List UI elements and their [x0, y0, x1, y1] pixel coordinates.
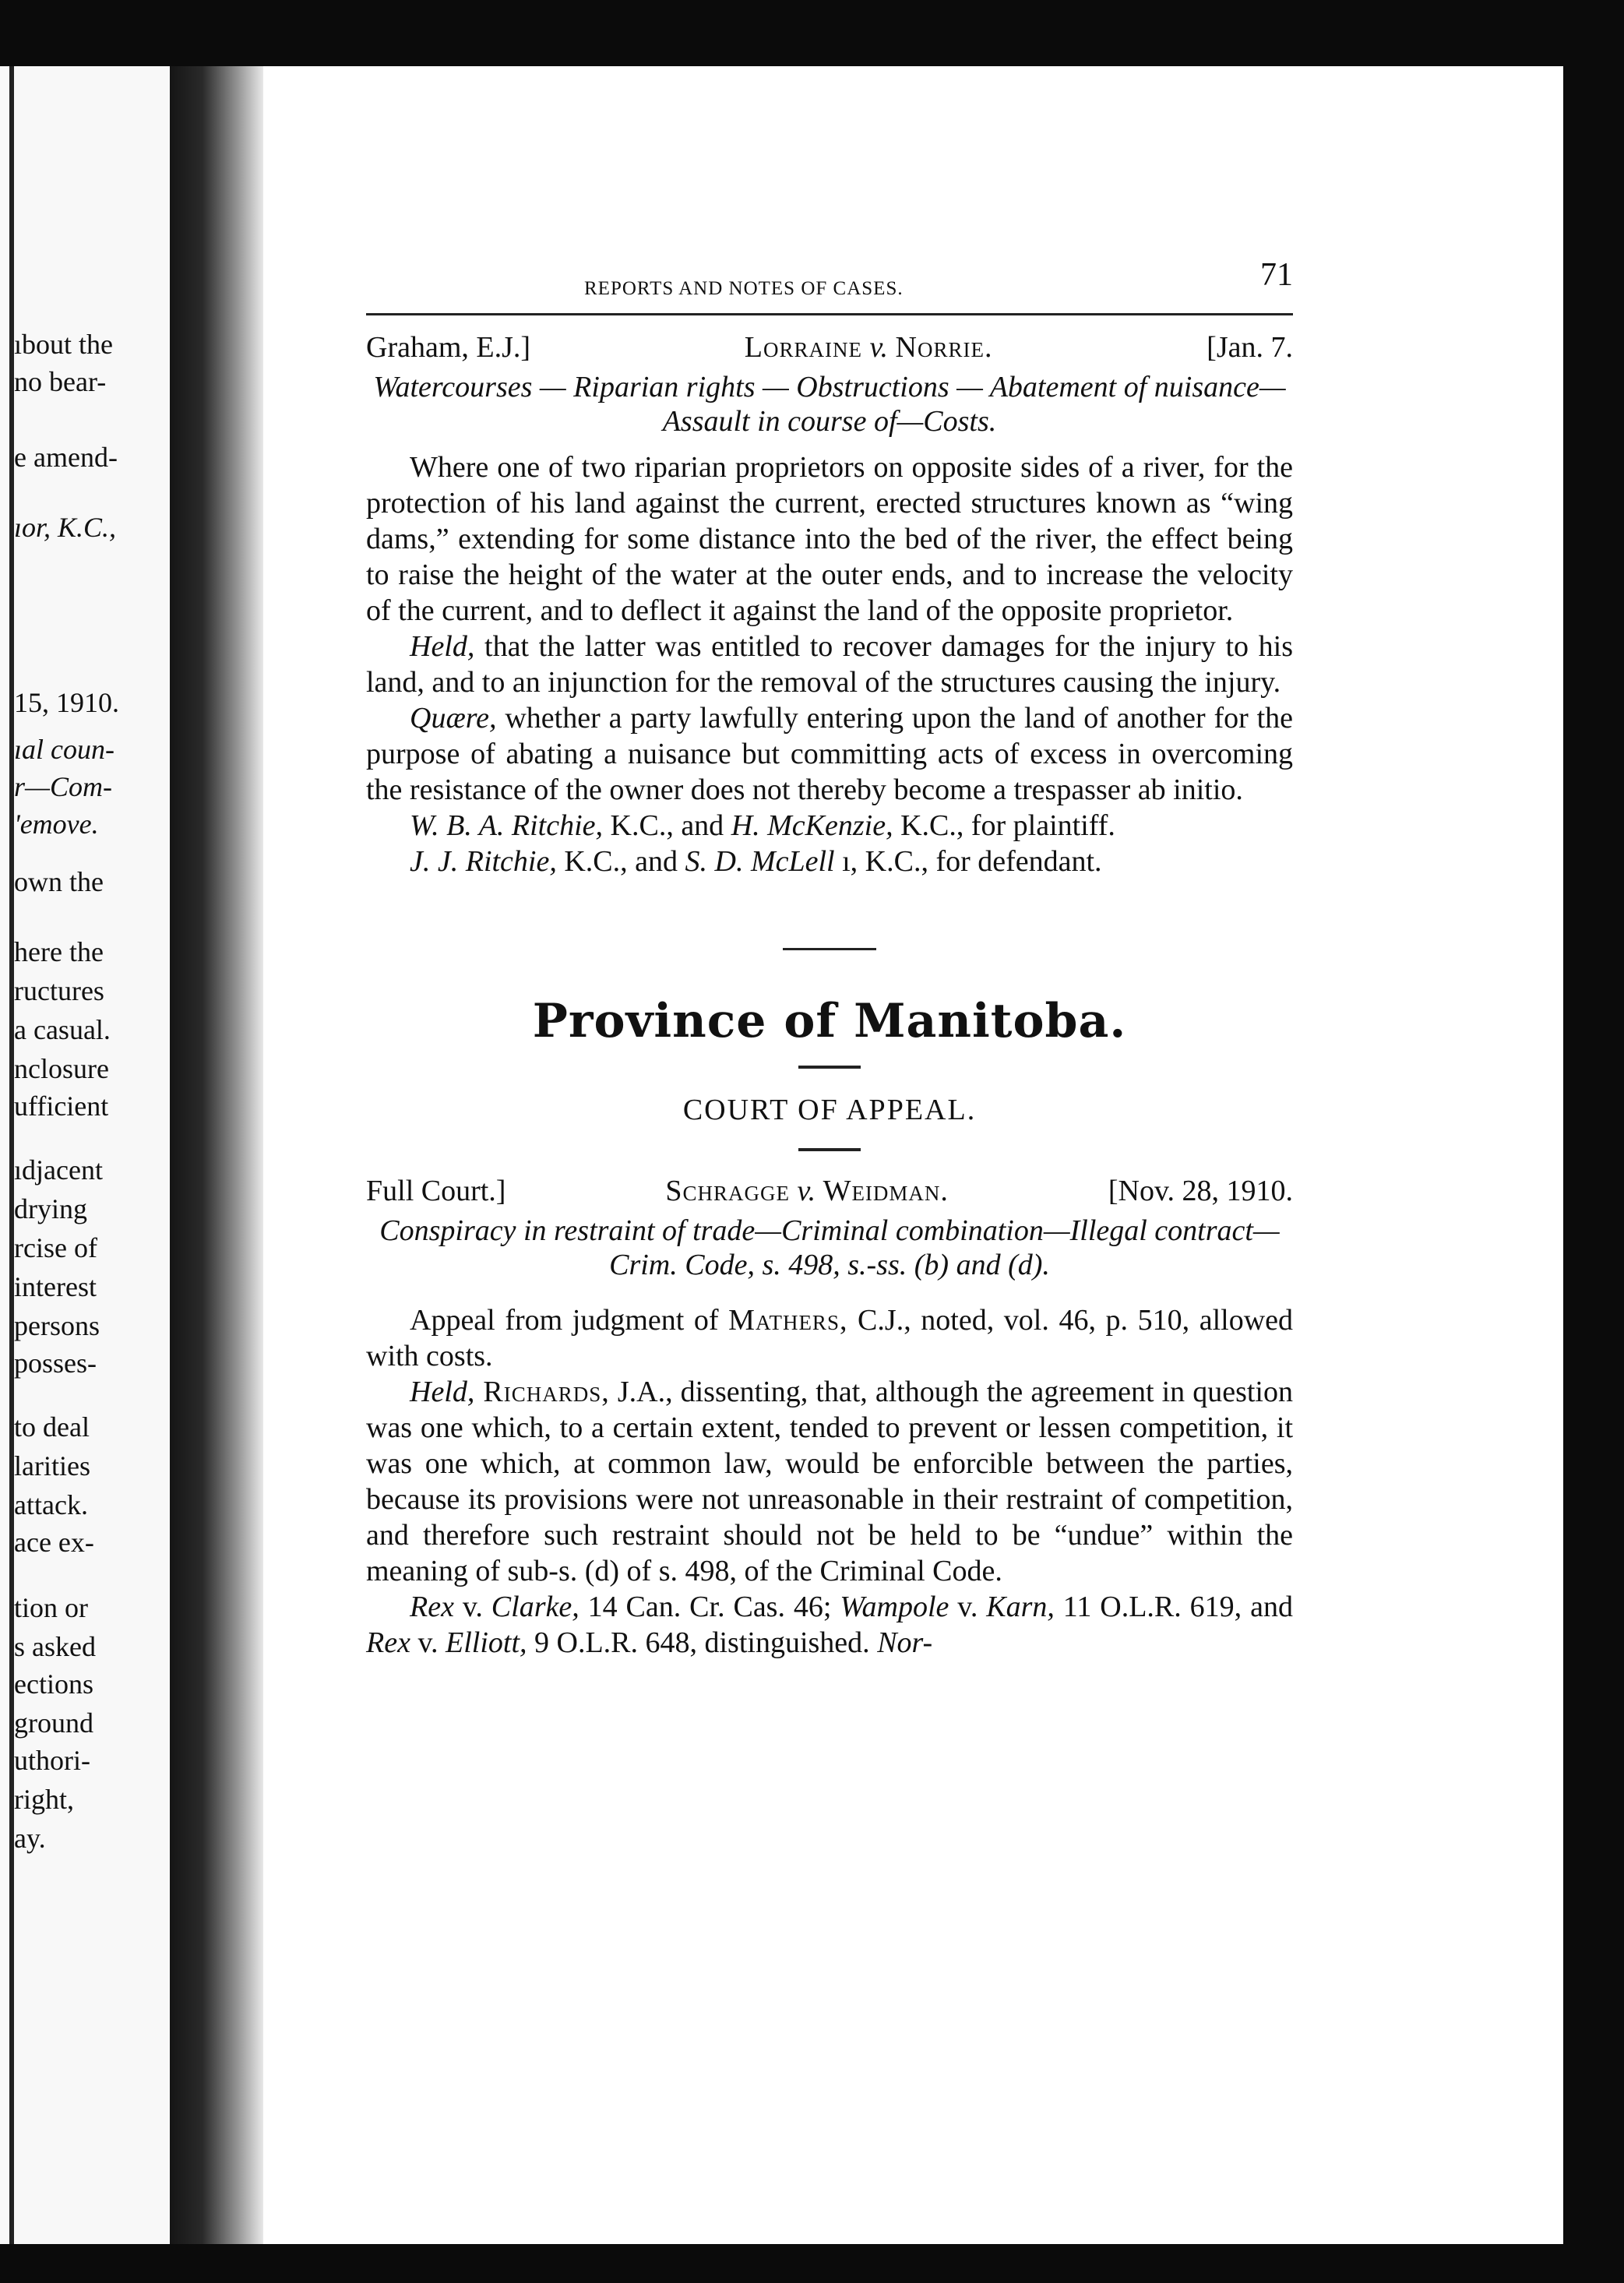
quaere-label: Quære, [410, 702, 497, 735]
case-headnote: Conspiracy in restraint of trade—Criminal combination—Illegal contract—Crim. Code, s. 498, s.-ss. (b) and (d). [379, 1214, 1280, 1281]
appeal-text: Appeal from judgment of [410, 1304, 729, 1337]
facing-page-fragment: e amend- [14, 442, 118, 473]
counsel-name: J. J. Ritchie, [410, 845, 557, 878]
case-party-b: Norrie. [895, 331, 993, 364]
facing-page-fragment: a casual. [14, 1014, 111, 1045]
page-number: 71 [1260, 257, 1293, 293]
facing-page-fragment: ıal coun- [14, 734, 114, 765]
counsel-name: H. McKenzie, [731, 809, 893, 842]
appeal-judge: Mathers, [728, 1304, 848, 1337]
counsel-plaintiff [366, 808, 1293, 844]
held-label: Held, [410, 630, 475, 663]
facing-page-fragment: ıbout the [14, 329, 113, 360]
held-text: that the latter was entitled to recover damages for the injury to his land, and to an injunction for the removal of the structures causing the injury. [366, 630, 1293, 699]
counsel-text: K.C., and [556, 845, 685, 878]
case-party-a: Lorraine [744, 331, 862, 364]
citation-party: Wampole [840, 1591, 949, 1623]
citation-text: v. [410, 1626, 446, 1659]
case-party-b: Weidman. [823, 1175, 949, 1207]
scan-bottom-border [0, 2244, 1624, 2283]
case-judge: Graham, E.J.] [366, 331, 531, 364]
counsel-defendant [366, 844, 1293, 879]
facing-page-fragment: ıor, K.C., [14, 512, 117, 543]
citation-text: 11 O.L.R. 619, and [1054, 1591, 1293, 1623]
binding-gutter [170, 47, 263, 2283]
counsel-name: S. D. McLell [685, 845, 835, 878]
case-heading [366, 1173, 1293, 1209]
case-name [665, 1173, 949, 1209]
citation-text: v. [453, 1591, 491, 1623]
citation-party: Elliott, [446, 1626, 527, 1659]
facing-page-fragment: attack. [14, 1489, 88, 1520]
court-title: COURT OF APPEAL. [682, 1094, 977, 1126]
province-title: Province of Manitoba. [532, 994, 1127, 1048]
held-label: Held, [410, 1376, 475, 1408]
citation-text: 14 Can. Cr. Cas. 46; [579, 1591, 840, 1623]
quaere-text: whether a party lawfully entering upon the land of another for the purpose of abating a nuisance but committing acts of excess in overcoming the resistance of the owner does not thereby become a trespasser ab initio. [366, 702, 1293, 806]
citation-party: Rex [366, 1626, 410, 1659]
facing-page-fragment: r—Com- [14, 771, 113, 802]
running-head [366, 257, 1293, 312]
case-party-a: Schragge [665, 1175, 791, 1207]
facing-page-fragment: tion or [14, 1592, 88, 1623]
facing-page-fragment: here the [14, 936, 104, 967]
counsel-name: W. B. A. Ritchie, [410, 809, 604, 842]
held-text: J.A., dissenting, that, although the agreement in question was one which, to a certain extent, tended to prevent or lessen competition, it was one which, at common law, would be enforcible between the parties, because its provisions were not unreasonable in their restraint of competition, and therefore such restraint should not be held to be “undue” within the meaning of sub-s. (d) of s. 498, of the Criminal Code. [366, 1376, 1293, 1587]
facing-page-fragment: posses- [14, 1348, 97, 1379]
case-date: [Nov. 28, 1910. [1108, 1175, 1293, 1207]
facing-page-fragment: ay. [14, 1823, 46, 1854]
citation-party: Clarke, [491, 1591, 579, 1623]
facing-page-fragment: 15, 1910. [14, 687, 119, 718]
held-judge: Richards, [474, 1376, 610, 1408]
case-appeal [366, 1302, 1293, 1374]
facing-page-fragment: s asked [14, 1631, 96, 1662]
counsel-text: ı, K.C., for defendant. [834, 845, 1102, 878]
facing-page-fragment: own the [14, 866, 104, 897]
facing-page-fragment: rcise of [14, 1232, 97, 1263]
document-page [366, 257, 1293, 1661]
appeal-text: C.J., noted, vol. 46, p. 510, allowed with costs. [366, 1304, 1294, 1372]
case-versus: v. [797, 1175, 816, 1207]
running-title: REPORTS AND NOTES OF CASES. [584, 278, 904, 299]
facing-page-fragment: interest [14, 1271, 97, 1302]
case-quaere [366, 700, 1293, 808]
case-court: Full Court.] [366, 1175, 506, 1207]
case-versus: v. [869, 331, 889, 364]
counsel-text: K.C., for plaintiff. [893, 809, 1115, 842]
facing-page-fragment: uthori- [14, 1745, 90, 1776]
section-divider [783, 948, 876, 950]
facing-page-text [0, 0, 170, 2283]
header-rule [366, 313, 1293, 315]
case-date: [Jan. 7. [1207, 331, 1293, 364]
citation-party: Karn, [986, 1591, 1055, 1623]
facing-page-fragment: 'emove. [14, 809, 99, 840]
case-held [366, 1374, 1293, 1589]
facing-page-fragment: ground [14, 1707, 93, 1739]
facing-page-fragment: no bear- [14, 366, 107, 397]
citation-party: Nor- [877, 1626, 933, 1659]
facing-page-fragment: ufficient [14, 1090, 109, 1122]
facing-page-fragment: ections [14, 1668, 93, 1700]
case-headnote: Watercourses — Riparian rights — Obstructions — Abatement of nuisance—Assault in course of—Costs. [373, 371, 1286, 438]
case-name [745, 329, 993, 365]
case-facts: Where one of two riparian proprietors on opposite sides of a river, for the protection of his land against the current, erected structures known as “wing dams,” extending for some distance into the bed of the river, the effect being to raise the height of the water at the outer ends, and to increase the velocity of the current, and to deflect it against the land of the opposite proprietor. [366, 451, 1293, 627]
facing-page-fragment: nclosure [14, 1053, 109, 1084]
citation-text: v. [949, 1591, 987, 1623]
citation-text: 9 O.L.R. 648, distinguished. [527, 1626, 878, 1659]
facing-page-fragment: ace ex- [14, 1527, 94, 1558]
section-divider [798, 1148, 861, 1151]
facing-page-fragment: larities [14, 1450, 90, 1481]
citation-party: Rex [410, 1591, 454, 1623]
scan-top-border [0, 0, 1624, 66]
facing-page-fragment: ructures [14, 975, 104, 1006]
facing-page-fragment: to deal [14, 1411, 90, 1443]
counsel-text: K.C., and [603, 809, 731, 842]
case-heading [366, 329, 1293, 365]
facing-page-fragment: right, [14, 1784, 74, 1815]
facing-page-fragment: persons [14, 1310, 100, 1341]
case-citations [366, 1589, 1293, 1661]
facing-page-fragment: ıdjacent [14, 1154, 103, 1186]
scan-right-border [1563, 0, 1624, 2283]
facing-page-fragment: drying [14, 1193, 87, 1224]
case-held [366, 629, 1293, 700]
section-divider [798, 1066, 861, 1069]
